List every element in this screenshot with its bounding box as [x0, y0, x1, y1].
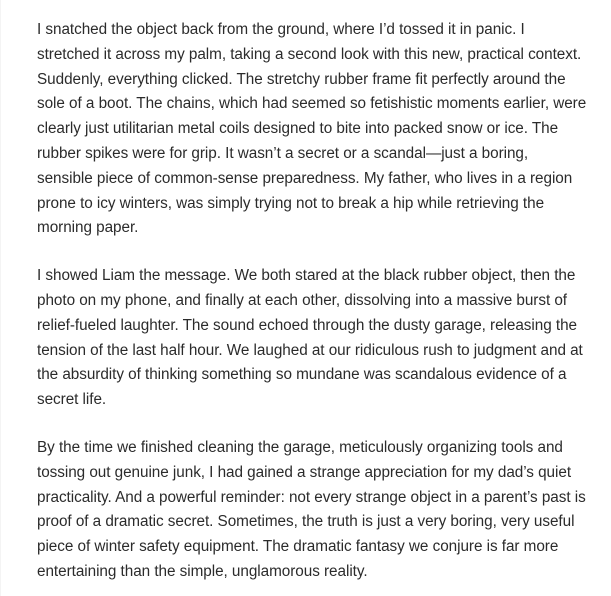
- paragraph-1: I snatched the object back from the ground, where I’d tossed it in panic. I stretched it across my palm, taking a second look with this new, practical context. Suddenly, everything clicked. The stretchy rubber frame fit perfectly around the sole of a boot. The chains, which had seemed so fetishistic moments earlier, were clearly just utilitarian metal coils designed to bite into packed snow or ice. The rubber spikes were for grip. It wasn’t a secret or a scandal—just a boring, sensible piece of common-sense preparedness. My father, who lives in a region prone to icy winters, was simply trying not to break a hip while retrieving the morning paper.: [37, 21, 587, 237]
- paragraph-3: By the time we finished cleaning the garage, meticulously organizing tools and tossing out genuine junk, I had gained a strange appreciation for my dad’s quiet practicality. And a powerful reminder: not every strange object in a parent’s past is proof of a dramatic secret. Sometimes, the truth is just a very boring, very useful piece of winter safety equipment. The dramatic fantasy we conjure is far more entertaining than the simple, unglamorous reality.: [37, 438, 586, 580]
- paragraph-2: I showed Liam the message. We both stared at the black rubber object, then the photo on my phone, and finally at each other, dissolving into a massive burst of relief-fueled laughter. The sound echoed through the dusty garage, releasing the tension of the last half hour. We laughed at our ridiculous rush to judgment and at the absurdity of thinking something so mundane was scandalous evidence of a secret life.: [37, 267, 583, 409]
